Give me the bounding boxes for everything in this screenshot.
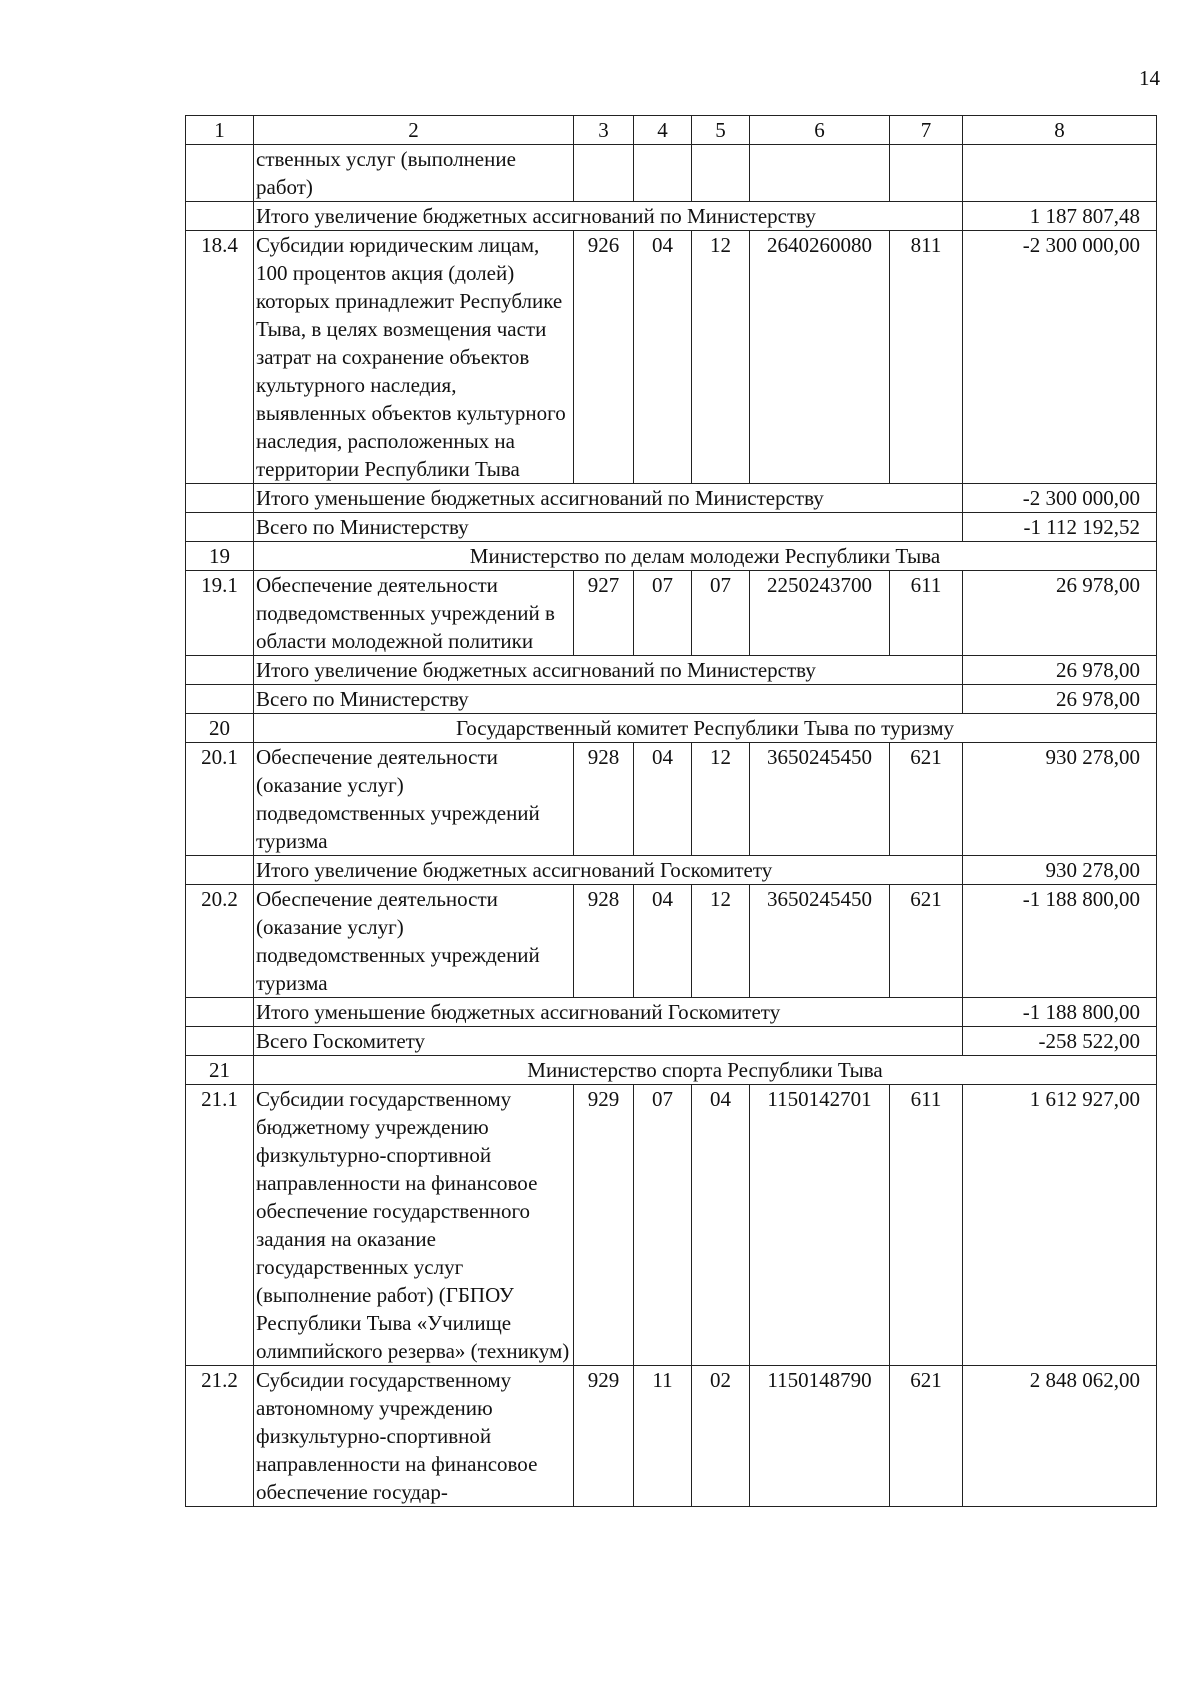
expense-type-code <box>890 145 963 202</box>
section-code: 11 <box>634 1366 692 1507</box>
budget-allocation-table <box>185 115 1157 1507</box>
subsection-code <box>692 145 750 202</box>
row-number: 21.2 <box>186 1366 254 1507</box>
expense-type-code: 611 <box>890 571 963 656</box>
page-number: 14 <box>1139 66 1160 90</box>
ministry-code: 929 <box>574 1085 634 1366</box>
row-description: Субсидии государственному бюджетному учреждению физкультурно-спортивной направленности на финансовое обеспечение государственного задания на оказание государственных услуг (выполнение работ) (ГБПОУ Республики Тыва «Училище олимпийского резерва» (техникум) <box>254 1085 574 1366</box>
expense-type-code: 621 <box>890 885 963 998</box>
header-row <box>186 116 1157 145</box>
target-article-code <box>750 145 890 202</box>
subsection-code: 04 <box>692 1085 750 1366</box>
section-title: Государственный комитет Республики Тыва по туризму <box>254 714 1157 743</box>
section-title: Министерство спорта Республики Тыва <box>254 1056 1157 1085</box>
amount: 1 612 927,00 <box>963 1085 1157 1366</box>
section-code: 04 <box>634 743 692 856</box>
row-number: 18.4 <box>186 231 254 484</box>
header-cell: 4 <box>634 116 692 145</box>
amount: 2 848 062,00 <box>963 1366 1157 1507</box>
total-amount: -2 300 000,00 <box>963 484 1157 513</box>
row-description: Обеспечение деятельности (оказание услуг) подведомственных учреждений туризма <box>254 885 574 998</box>
amount: 930 278,00 <box>963 743 1157 856</box>
row-number <box>186 513 254 542</box>
subsection-code: 12 <box>692 885 750 998</box>
row-description: Субсидии юридическим лицам, 100 процентов акция (долей) которых принадлежит Республике Тыва, в целях возмещения части затрат на сохранение объектов культурного наследия, выявленных объектов культурного наследия, расположенных на территории Республики Тыва <box>254 231 574 484</box>
amount: -1 188 800,00 <box>963 885 1157 998</box>
subsection-code: 07 <box>692 571 750 656</box>
total-amount: 1 187 807,48 <box>963 202 1157 231</box>
expense-type-code: 811 <box>890 231 963 484</box>
section-row <box>186 714 1157 743</box>
row-number <box>186 145 254 202</box>
amount <box>963 145 1157 202</box>
row-number <box>186 998 254 1027</box>
subsection-code: 12 <box>692 231 750 484</box>
total-label: Итого уменьшение бюджетных ассигнований Госкомитету <box>254 998 963 1027</box>
expense-type-code: 621 <box>890 743 963 856</box>
table-row <box>186 571 1157 656</box>
total-row <box>186 202 1157 231</box>
target-article-code: 1150148790 <box>750 1366 890 1507</box>
target-article-code: 2640260080 <box>750 231 890 484</box>
table-row <box>186 885 1157 998</box>
expense-type-code: 621 <box>890 1366 963 1507</box>
total-row <box>186 856 1157 885</box>
row-number <box>186 685 254 714</box>
total-row <box>186 1027 1157 1056</box>
table-row <box>186 145 1157 202</box>
section-code: 04 <box>634 885 692 998</box>
row-number <box>186 484 254 513</box>
ministry-code: 929 <box>574 1366 634 1507</box>
row-number <box>186 202 254 231</box>
target-article-code: 2250243700 <box>750 571 890 656</box>
total-amount: -1 112 192,52 <box>963 513 1157 542</box>
table-row <box>186 231 1157 484</box>
total-amount: -258 522,00 <box>963 1027 1157 1056</box>
ministry-code <box>574 145 634 202</box>
amount: 26 978,00 <box>963 571 1157 656</box>
table-row <box>186 743 1157 856</box>
section-title: Министерство по делам молодежи Республики Тыва <box>254 542 1157 571</box>
total-label: Итого уменьшение бюджетных ассигнований по Министерству <box>254 484 963 513</box>
ministry-code: 928 <box>574 743 634 856</box>
row-number: 20.1 <box>186 743 254 856</box>
total-label: Итого увеличение бюджетных ассигнований по Министерству <box>254 656 963 685</box>
target-article-code: 3650245450 <box>750 885 890 998</box>
total-amount: 26 978,00 <box>963 656 1157 685</box>
expense-type-code: 611 <box>890 1085 963 1366</box>
table-row <box>186 1366 1157 1507</box>
row-number <box>186 1027 254 1056</box>
header-cell: 6 <box>750 116 890 145</box>
row-number <box>186 656 254 685</box>
total-row <box>186 484 1157 513</box>
row-number: 19.1 <box>186 571 254 656</box>
row-number <box>186 856 254 885</box>
total-row <box>186 685 1157 714</box>
total-row <box>186 513 1157 542</box>
total-row <box>186 656 1157 685</box>
amount: -2 300 000,00 <box>963 231 1157 484</box>
row-description: ственных услуг (выполнение работ) <box>254 145 574 202</box>
table-body <box>186 116 1157 1507</box>
section-number: 20 <box>186 714 254 743</box>
section-code: 07 <box>634 571 692 656</box>
section-code <box>634 145 692 202</box>
ministry-code: 926 <box>574 231 634 484</box>
header-cell: 8 <box>963 116 1157 145</box>
total-label: Итого увеличение бюджетных ассигнований Госкомитету <box>254 856 963 885</box>
total-label: Всего Госкомитету <box>254 1027 963 1056</box>
row-description: Обеспечение деятельности подведомственных учреждений в области молодежной политики <box>254 571 574 656</box>
header-cell: 2 <box>254 116 574 145</box>
total-label: Всего по Министерству <box>254 685 963 714</box>
section-number: 21 <box>186 1056 254 1085</box>
ministry-code: 928 <box>574 885 634 998</box>
total-label: Итого увеличение бюджетных ассигнований по Министерству <box>254 202 963 231</box>
table-row <box>186 1085 1157 1366</box>
total-amount: 930 278,00 <box>963 856 1157 885</box>
section-row <box>186 542 1157 571</box>
header-cell: 7 <box>890 116 963 145</box>
target-article-code: 1150142701 <box>750 1085 890 1366</box>
total-amount: 26 978,00 <box>963 685 1157 714</box>
row-number: 20.2 <box>186 885 254 998</box>
subsection-code: 12 <box>692 743 750 856</box>
total-amount: -1 188 800,00 <box>963 998 1157 1027</box>
ministry-code: 927 <box>574 571 634 656</box>
subsection-code: 02 <box>692 1366 750 1507</box>
header-cell: 3 <box>574 116 634 145</box>
section-code: 07 <box>634 1085 692 1366</box>
header-cell: 1 <box>186 116 254 145</box>
total-row <box>186 998 1157 1027</box>
row-description: Субсидии государственному автономному учреждению физкультурно-спортивной направленности на финансовое обеспечение государ- <box>254 1366 574 1507</box>
section-code: 04 <box>634 231 692 484</box>
row-number: 21.1 <box>186 1085 254 1366</box>
total-label: Всего по Министерству <box>254 513 963 542</box>
section-row <box>186 1056 1157 1085</box>
row-description: Обеспечение деятельности (оказание услуг) подведомственных учреждений туризма <box>254 743 574 856</box>
section-number: 19 <box>186 542 254 571</box>
header-cell: 5 <box>692 116 750 145</box>
target-article-code: 3650245450 <box>750 743 890 856</box>
